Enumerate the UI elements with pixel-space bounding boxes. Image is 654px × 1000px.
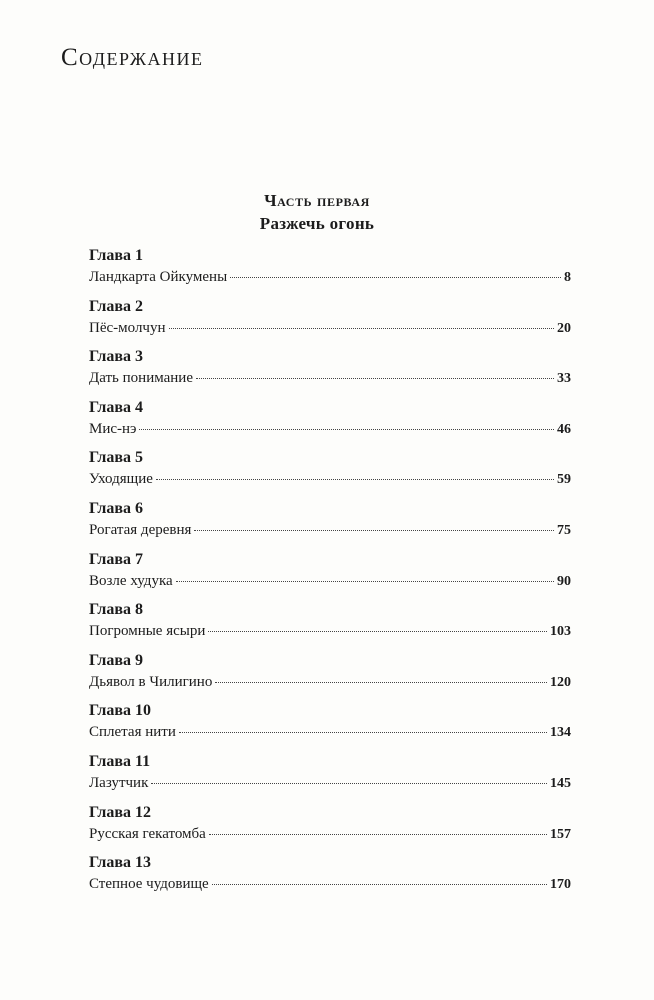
chapter-label: Глава 5	[89, 449, 143, 467]
chapter-label: Глава 2	[89, 297, 143, 315]
page-number: 20	[557, 320, 571, 336]
dot-leader	[169, 328, 555, 329]
dot-leader	[176, 581, 554, 582]
chapter-label: Глава 1	[89, 247, 143, 264]
page-number: 157	[550, 826, 571, 842]
chapter-label: Глава 13	[89, 854, 151, 872]
part-label: Часть первая	[264, 191, 370, 210]
chapter-line	[89, 773, 571, 794]
dot-leader	[156, 479, 554, 480]
chapter-title: Русская гекатомба	[89, 825, 206, 842]
chapter-label: Глава 11	[89, 752, 151, 770]
chapter-label: Глава 7	[89, 550, 143, 568]
page-number: 75	[557, 522, 571, 538]
page-number: 33	[557, 371, 571, 387]
page-number: 134	[550, 725, 571, 741]
toc-entry[interactable]	[89, 499, 571, 550]
chapter-title: Мис-нэ	[89, 420, 137, 437]
chapter-title: Степное чудовище	[89, 876, 209, 893]
page-number: 59	[557, 472, 571, 488]
chapter-label: Глава 10	[89, 702, 151, 720]
dot-leader	[230, 277, 561, 278]
dot-leader	[139, 429, 554, 430]
part-title: Разжечь огонь	[259, 214, 375, 233]
chapter-title: Возле худука	[89, 572, 173, 589]
chapter-line	[89, 722, 571, 743]
chapter-line	[89, 267, 571, 288]
page-number: 120	[550, 674, 571, 690]
toc-entry[interactable]	[89, 803, 571, 854]
chapter-line	[89, 469, 571, 490]
toc-entry[interactable]	[89, 246, 571, 297]
chapter-label: Глава 3	[89, 348, 143, 366]
dot-leader	[194, 530, 554, 531]
chapter-title: Сплетая нити	[89, 724, 176, 741]
chapter-line	[89, 874, 571, 895]
dot-leader	[208, 631, 547, 632]
toc-entry[interactable]	[89, 398, 571, 449]
page-number: 145	[550, 775, 571, 791]
toc-entry[interactable]	[89, 550, 571, 601]
chapter-label: Глава 8	[89, 601, 143, 619]
chapter-title: Ландкарта Ойкумены	[89, 269, 228, 285]
chapter-line	[89, 672, 571, 693]
dot-leader	[196, 378, 554, 379]
chapter-label: Глава 12	[89, 803, 151, 821]
toc-entry[interactable]	[89, 853, 571, 904]
chapter-line	[89, 368, 571, 389]
dot-leader	[179, 732, 547, 733]
chapter-title: Рогатая деревня	[89, 521, 192, 538]
chapter-label: Глава 6	[89, 499, 143, 517]
table-of-contents	[89, 246, 571, 904]
dot-leader	[151, 783, 547, 784]
page-number: 103	[550, 624, 571, 640]
chapter-title: Дьявол в Чилигино	[89, 673, 213, 690]
chapter-label: Глава 9	[89, 651, 143, 669]
part-header	[0, 190, 634, 236]
chapter-line	[89, 419, 571, 440]
toc-entry[interactable]	[89, 347, 571, 398]
page-title: Содержание	[61, 44, 204, 71]
chapter-title: Погромные ясыри	[89, 623, 206, 640]
page-number: 46	[557, 421, 571, 437]
chapter-line	[89, 520, 571, 541]
chapter-line	[89, 621, 571, 642]
dot-leader	[212, 884, 547, 885]
page-number: 8	[564, 270, 571, 285]
page-number: 90	[557, 573, 571, 589]
page-number: 170	[550, 877, 571, 893]
dot-leader	[215, 682, 547, 683]
chapter-label: Глава 4	[89, 398, 143, 416]
toc-entry[interactable]	[89, 651, 571, 702]
toc-entry[interactable]	[89, 701, 571, 752]
chapter-title: Уходящие	[89, 471, 153, 488]
chapter-line	[89, 571, 571, 592]
dot-leader	[209, 834, 547, 835]
chapter-line	[89, 318, 571, 339]
chapter-line	[89, 824, 571, 845]
chapter-title: Дать понимание	[89, 370, 193, 387]
toc-entry[interactable]	[89, 752, 571, 803]
chapter-title: Пёс-молчун	[89, 319, 166, 336]
toc-entry[interactable]	[89, 448, 571, 499]
chapter-title: Лазутчик	[89, 774, 149, 791]
toc-entry[interactable]	[89, 297, 571, 348]
toc-entry[interactable]	[89, 600, 571, 651]
